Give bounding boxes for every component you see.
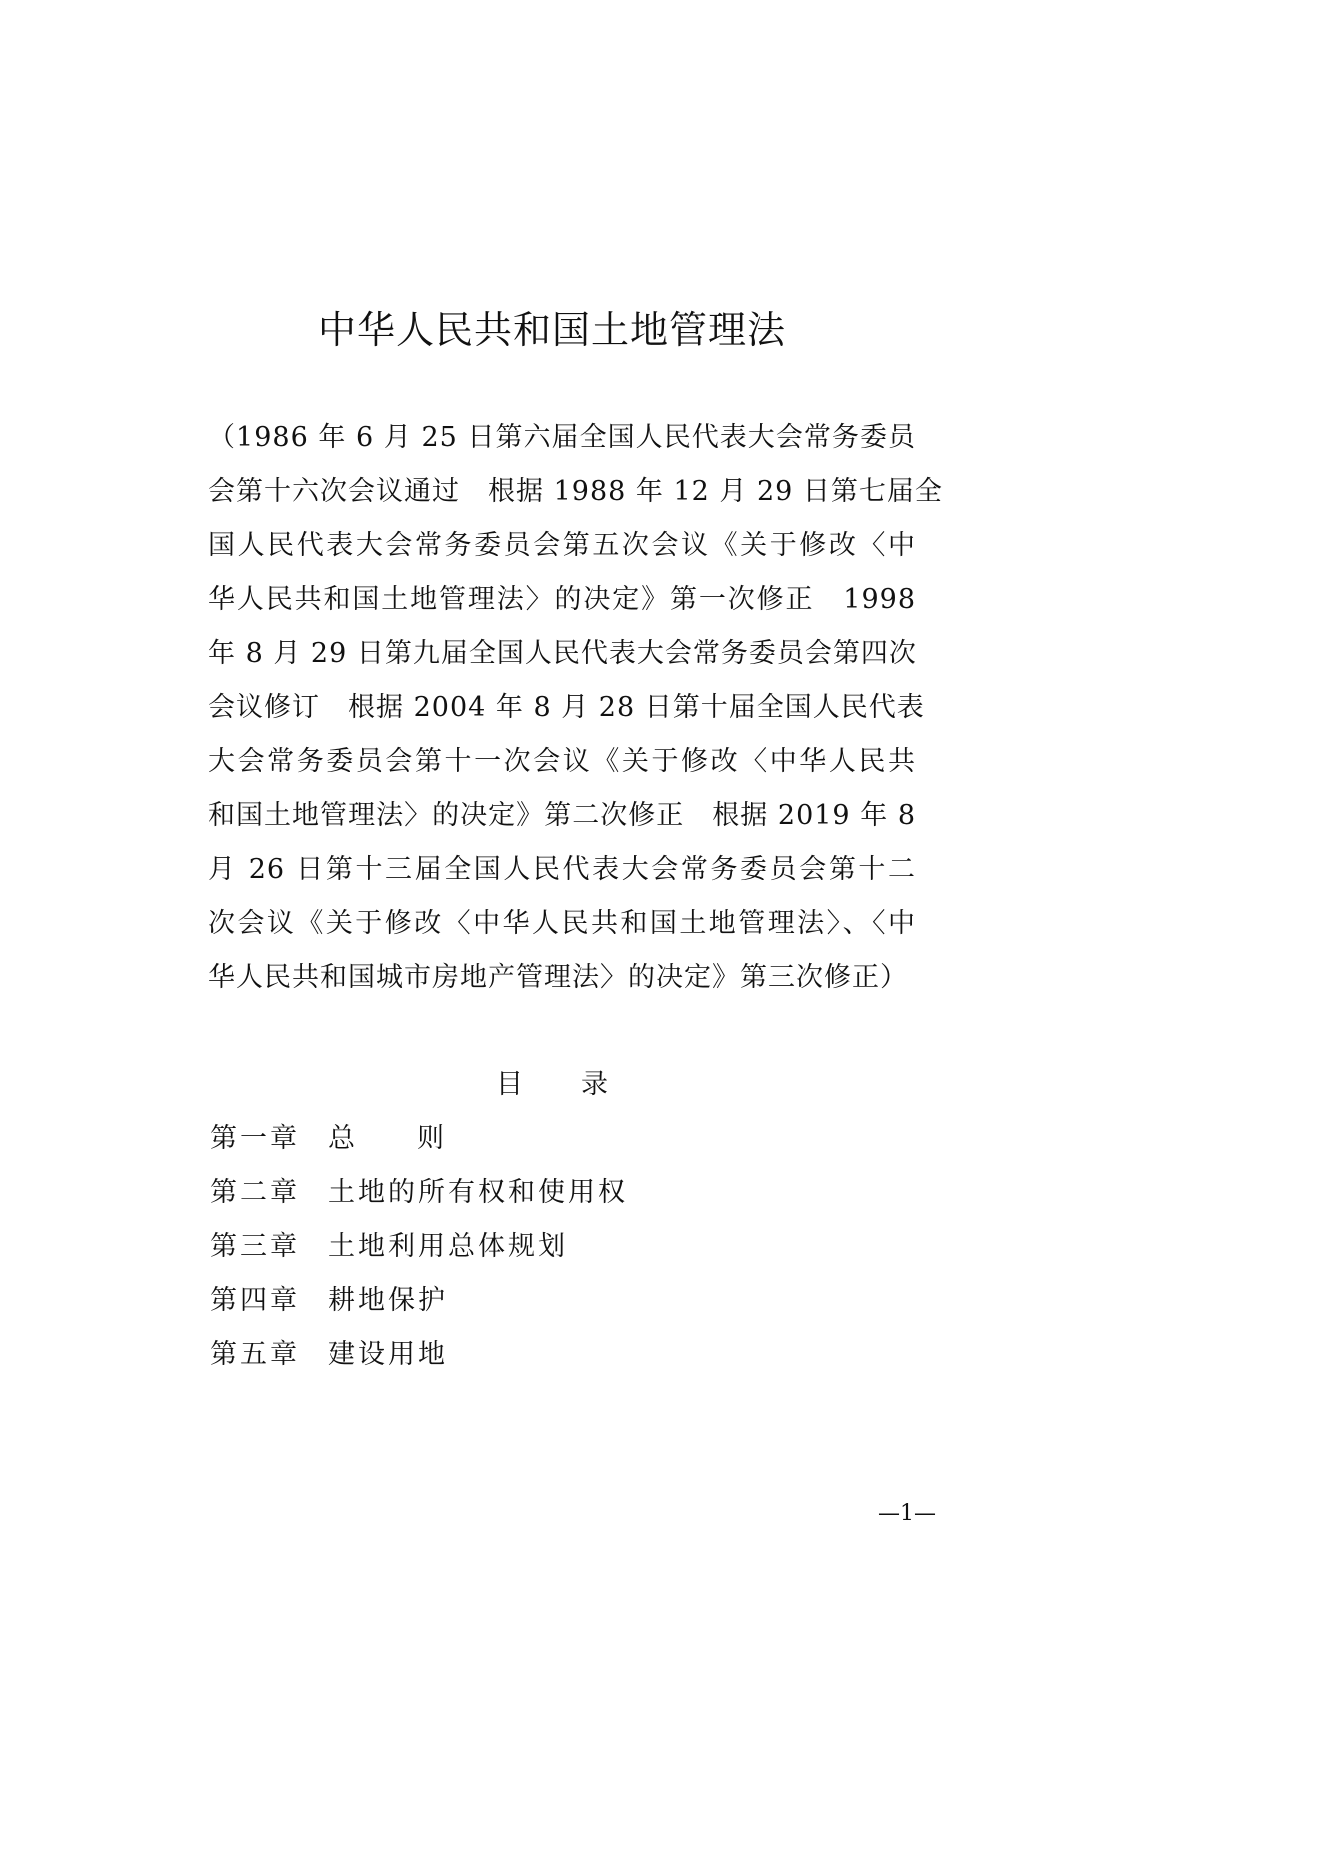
history-line: 次会议《关于修改〈中华人民共和国土地管理法〉、〈中 [208,908,916,939]
document-title: 中华人民共和国土地管理法 [317,308,786,352]
history-line: 大会常务委员会第十一次会议《关于修改〈中华人民共 [208,746,916,777]
toc-chapter-name [328,1112,444,1166]
history-line: 和国土地管理法〉的决定》第二次修正 根据 2019 年 8 [208,800,916,831]
history-line: 华人民共和国城市房地产管理法〉的决定》第三次修正） [208,962,908,993]
toc-chapter-name: 土地的所有权和使用权 [328,1177,628,1208]
history-line: 会第十六次会议通过 根据 1988 年 12 月 29 日第七届全 [208,476,943,507]
toc-heading-second-char: 录 [581,1069,608,1100]
toc-heading [0,1058,1104,1112]
toc-chapter-name: 土地利用总体规划 [328,1231,568,1262]
toc-heading-first-char: 目 [496,1069,523,1100]
toc-chapter-number: 第五章 [210,1339,300,1370]
toc-chapter-number: 第一章 [210,1123,300,1154]
toc-chapter-number: 第三章 [210,1231,300,1262]
legislative-history [208,411,943,1005]
history-line: 华人民共和国土地管理法〉的决定》第一次修正 1998 [208,584,916,615]
toc-chapter-name-first: 总 [328,1123,355,1154]
toc-chapter-name-second: 则 [417,1123,444,1154]
toc-item-chapter-1 [210,1112,910,1166]
history-line: 会议修订 根据 2004 年 8 月 28 日第十届全国人民代表 [208,692,925,723]
toc-chapter-number: 第二章 [210,1177,300,1208]
toc-item-chapter-5 [210,1328,910,1382]
toc-chapter-name: 建设用地 [328,1339,448,1370]
history-line: （1986 年 6 月 25 日第六届全国人民代表大会常务委员 [208,422,916,453]
history-line: 年 8 月 29 日第九届全国人民代表大会常务委员会第四次 [208,638,917,669]
history-line: 月 26 日第十三届全国人民代表大会常务委员会第十二 [208,854,916,885]
page-number: —1— [878,1501,936,1526]
toc-item-chapter-3 [210,1220,910,1274]
toc-chapter-number: 第四章 [210,1285,300,1316]
history-line: 国人民代表大会常务委员会第五次会议《关于修改〈中 [208,530,916,561]
toc-chapter-name: 耕地保护 [328,1285,448,1316]
toc-item-chapter-2 [210,1166,910,1220]
table-of-contents [210,1112,910,1382]
toc-item-chapter-4 [210,1274,910,1328]
